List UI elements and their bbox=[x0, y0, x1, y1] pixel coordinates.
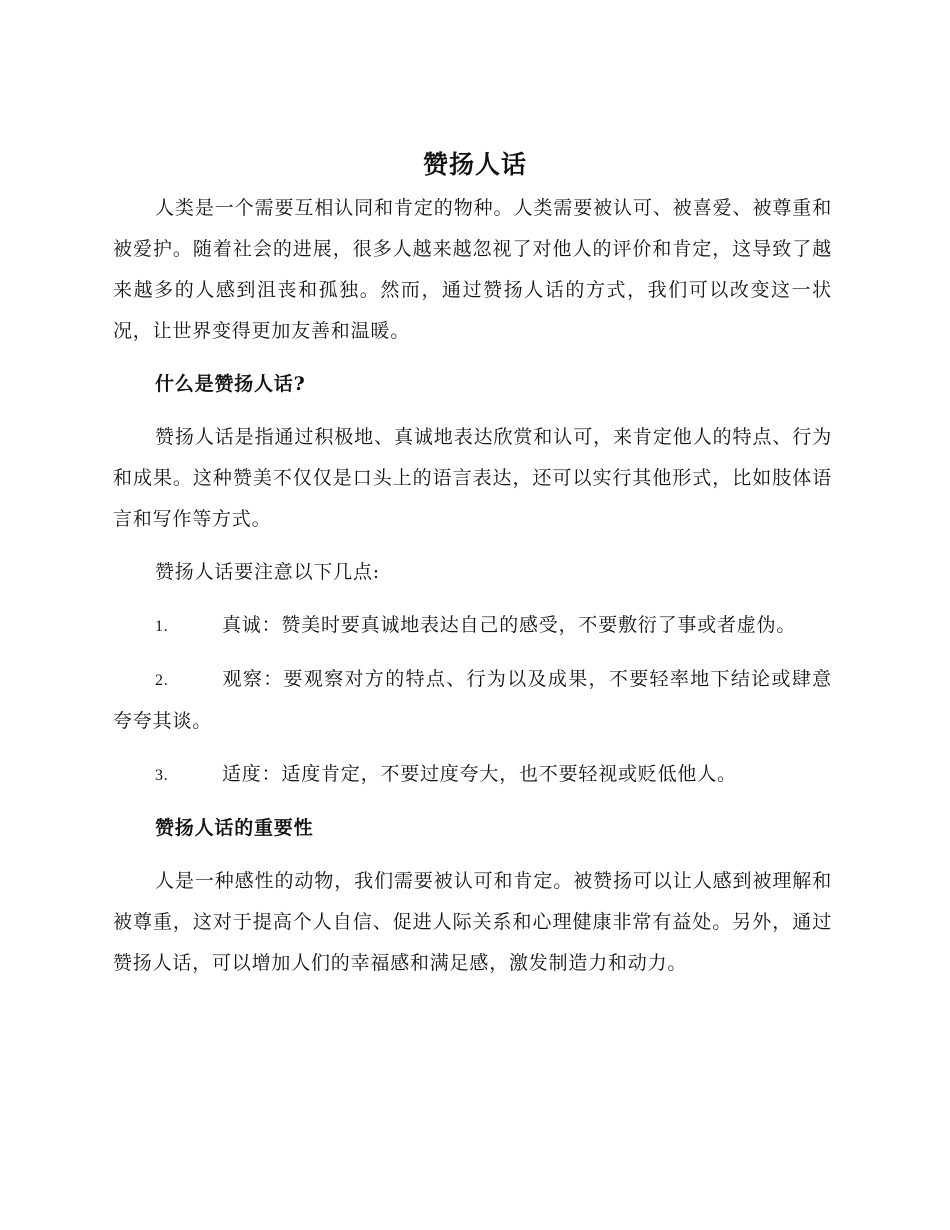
definition-paragraph: 赞扬人话是指通过积极地、真诚地表达欣赏和认可，来肯定他人的特点、行为和成果。这种赞美不仅仅是口头上的语言表达，还可以实行其他形式，比如肢体语言和写作等方式。 bbox=[113, 426, 832, 530]
section-heading-what-is: 什么是赞扬人话? bbox=[155, 373, 306, 395]
list-item-text: 真诚：赞美时要真诚地表达自己的感受，不要敷衍了事或者虚伪。 bbox=[222, 614, 797, 636]
section-heading-importance: 赞扬人话的重要性 bbox=[155, 817, 314, 839]
list-item-number: 3. bbox=[155, 767, 169, 784]
points-intro-paragraph: 赞扬人话要注意以下几点: bbox=[155, 561, 381, 583]
list-item-number: 2. bbox=[155, 672, 169, 689]
list-item bbox=[113, 605, 832, 647]
document-body bbox=[113, 188, 832, 996]
list-item-number: 1. bbox=[155, 618, 169, 635]
list-item-text: 观察：要观察对方的特点、行为以及成果，不要轻率地下结论或肆意夸夸其谈。 bbox=[113, 668, 832, 732]
list-item bbox=[113, 659, 832, 742]
document-title: 赞扬人话 bbox=[422, 150, 527, 179]
importance-paragraph: 人是一种感性的动物，我们需要被认可和肯定。被赞扬可以让人感到被理解和被尊重，这对于提高个人自信、促进人际关系和心理健康非常有益处。另外，通过赞扬人话，可以增加人们的幸福感和满足感，激发制造力和动力。 bbox=[113, 870, 832, 974]
list-item bbox=[113, 754, 832, 796]
list-item-text: 适度：适度肯定，不要过度夸大，也不要轻视或贬低他人。 bbox=[222, 763, 737, 785]
intro-paragraph: 人类是一个需要互相认同和肯定的物种。人类需要被认可、被喜爱、被尊重和被爱护。随着社会的进展，很多人越来越忽视了对他人的评价和肯定，这导致了越来越多的人感到沮丧和孤独。然而，通过赞扬人话的方式，我们可以改变这一状况，让世界变得更加友善和温暖。 bbox=[113, 197, 832, 342]
